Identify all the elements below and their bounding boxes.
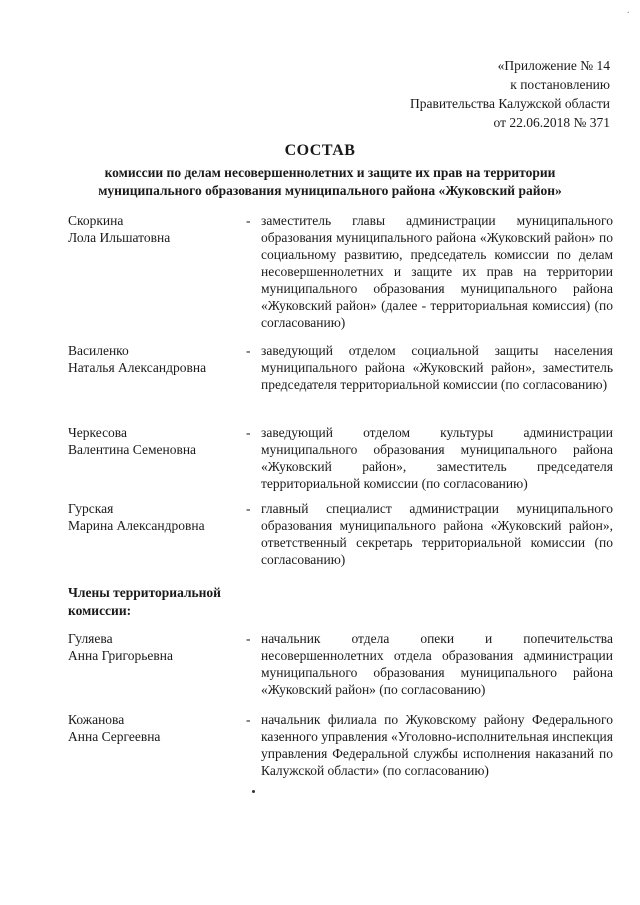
member-name (68, 500, 243, 534)
section-heading: Члены территориальной комиссии: (68, 585, 221, 618)
dash-separator: - (246, 213, 251, 228)
member-position: главный специалист администрации муниципального образования муниципального района «Жуковский район», ответственный секретарь территориальной комиссии (по согласованию) (261, 501, 613, 567)
member-given-names: Наталья Александровна (68, 360, 207, 375)
appendix-line: к постановлению (510, 77, 610, 92)
appendix-line: «Приложение № 14 (497, 58, 610, 73)
dash-separator: - (246, 343, 251, 358)
member-name (68, 424, 243, 458)
member-name (68, 342, 243, 376)
appendix-line: Правительства Калужской области (409, 96, 610, 111)
dash-separator: - (246, 425, 251, 440)
member-name (68, 711, 243, 745)
member-position: начальник филиала по Жуковскому району Федерального казенного управления «Уголовно-исполнительная инспекция управления Федеральной службы исполнения наказаний по Калужской области» (по согласованию) (261, 712, 613, 778)
dash-separator: - (246, 501, 251, 516)
member-surname: Черкесова (68, 425, 127, 440)
appendix-block (410, 56, 610, 132)
member-given-names: Лола Ильшатовна (68, 230, 171, 245)
member-given-names: Валентина Семеновна (68, 442, 197, 457)
member-name (68, 630, 243, 664)
member-name (68, 212, 243, 246)
appendix-line: от 22.06.2018 № 371 (493, 115, 610, 130)
document-subtitle: комиссии по делам несовершеннолетних и защите их прав на территории муниципального образования муниципального района «Жуковский район» (98, 165, 562, 198)
member-surname: Гурская (68, 501, 114, 516)
member-surname: Василенко (68, 343, 129, 358)
member-given-names: Марина Александровна (68, 518, 205, 533)
scan-mark: · (626, 8, 630, 19)
member-position: заведующий отделом социальной защиты населения муниципального района «Жуковский район», заместитель председателя территориальной комиссии (по согласованию) (261, 343, 613, 392)
member-given-names: Анна Сергеевна (68, 729, 161, 744)
member-surname: Скоркина (68, 213, 124, 228)
member-surname: Кожанова (68, 712, 125, 727)
scan-speck (252, 790, 255, 793)
member-given-names: Анна Григорьевна (68, 648, 173, 663)
member-position: заместитель главы администрации муниципального образования муниципального района «Жуковский район» по социальному развитию, председатель комиссии по делам несовершеннолетних и защите их прав на территории муниципального образования муниципального района «Жуковский район» (далее - территориальная комиссия) (по согласованию) (261, 213, 613, 330)
document-title: СОСТАВ (284, 142, 356, 159)
dash-separator: - (246, 712, 251, 727)
dash-separator: - (246, 631, 251, 646)
member-position: начальник отдела опеки и попечительства несовершеннолетних отдела образования администрации муниципального образования муниципального района «Жуковский район» (по согласованию) (261, 631, 613, 697)
member-surname: Гуляева (68, 631, 113, 646)
member-position: заведующий отделом культуры администрации муниципального образования муниципального района «Жуковский район», заместитель председателя территориальной комиссии (по согласованию) (261, 425, 613, 491)
